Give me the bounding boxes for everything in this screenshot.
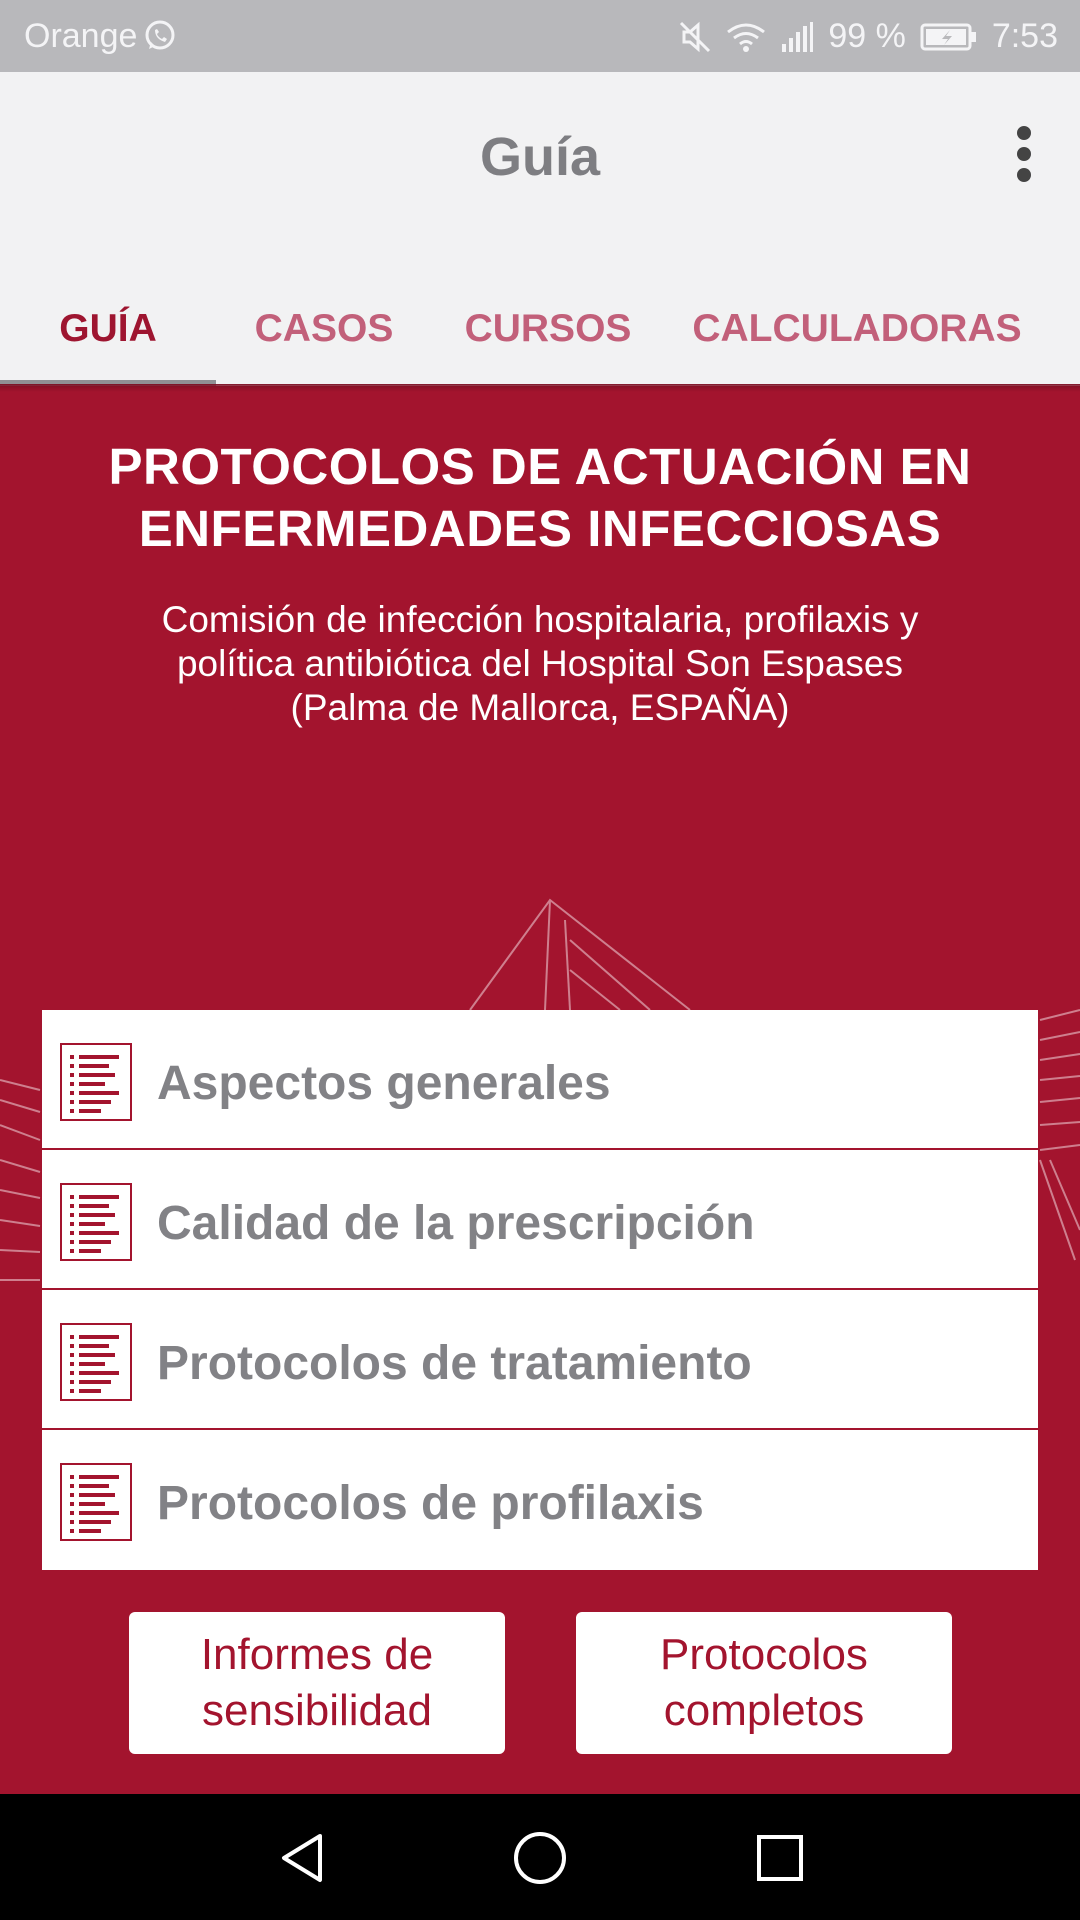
menu-item-label: Aspectos generales bbox=[157, 1057, 611, 1110]
hero-subtitle-line: (Palma de Mallorca, ESPAÑA) bbox=[290, 687, 790, 728]
menu-item-label: Protocolos de profilaxis bbox=[157, 1477, 704, 1530]
navigation-bar bbox=[0, 1794, 1080, 1920]
more-vert-icon[interactable] bbox=[1004, 124, 1044, 184]
battery-percent: 99 % bbox=[828, 17, 906, 55]
button-label-line: completos bbox=[663, 1686, 865, 1735]
back-icon[interactable] bbox=[276, 1830, 328, 1886]
document-list-icon bbox=[60, 1043, 132, 1121]
signal-icon bbox=[780, 22, 814, 52]
hero-title-line: ENFERMEDADES INFECCIOSAS bbox=[138, 500, 942, 557]
informes-sensibilidad-button[interactable] bbox=[129, 1612, 505, 1754]
hero-subtitle bbox=[40, 598, 1040, 730]
recents-icon[interactable] bbox=[754, 1830, 806, 1886]
app-bar bbox=[0, 72, 1080, 386]
hero-subtitle-line: política antibiótica del Hospital Son Espases bbox=[176, 643, 904, 684]
tabs-shadow bbox=[0, 384, 1080, 392]
mute-icon bbox=[678, 20, 712, 54]
button-label-line: Informes de bbox=[200, 1630, 434, 1679]
tab-guia[interactable]: GUÍA bbox=[59, 307, 157, 350]
menu-item-label: Calidad de la prescripción bbox=[157, 1197, 755, 1250]
status-bar bbox=[0, 0, 1080, 72]
guide-menu bbox=[42, 1010, 1038, 1570]
battery-icon bbox=[920, 22, 978, 52]
document-list-icon bbox=[60, 1323, 132, 1401]
menu-item-aspectos-generales[interactable] bbox=[42, 1010, 1038, 1150]
whatsapp-icon bbox=[142, 18, 178, 63]
document-list-icon bbox=[60, 1463, 132, 1541]
tab-casos[interactable]: CASOS bbox=[254, 307, 394, 350]
menu-item-label: Protocolos de tratamiento bbox=[157, 1337, 752, 1390]
page-title: Guía bbox=[479, 127, 601, 187]
menu-item-protocolos-tratamiento[interactable] bbox=[42, 1290, 1038, 1430]
tab-cursos[interactable]: CURSOS bbox=[464, 307, 632, 350]
tab-bar bbox=[0, 272, 1080, 386]
tab-calculadoras[interactable]: CALCULADORAS bbox=[692, 307, 1022, 350]
button-label-line: sensibilidad bbox=[202, 1686, 432, 1735]
document-list-icon bbox=[60, 1183, 132, 1261]
hero-title-line: PROTOCOLOS DE ACTUACIÓN EN bbox=[108, 438, 972, 495]
hero-subtitle-line: Comisión de infección hospitalaria, profilaxis y bbox=[161, 599, 919, 640]
clock: 7:53 bbox=[991, 17, 1058, 55]
hero-title bbox=[40, 436, 1040, 560]
button-label-line: Protocolos bbox=[660, 1630, 868, 1679]
protocolos-completos-button[interactable] bbox=[576, 1612, 952, 1754]
carrier-name: Orange bbox=[24, 17, 138, 55]
wifi-icon bbox=[726, 20, 766, 54]
menu-item-protocolos-profilaxis[interactable] bbox=[42, 1430, 1038, 1570]
home-icon[interactable] bbox=[512, 1830, 568, 1886]
menu-item-calidad-prescripcion[interactable] bbox=[42, 1150, 1038, 1290]
